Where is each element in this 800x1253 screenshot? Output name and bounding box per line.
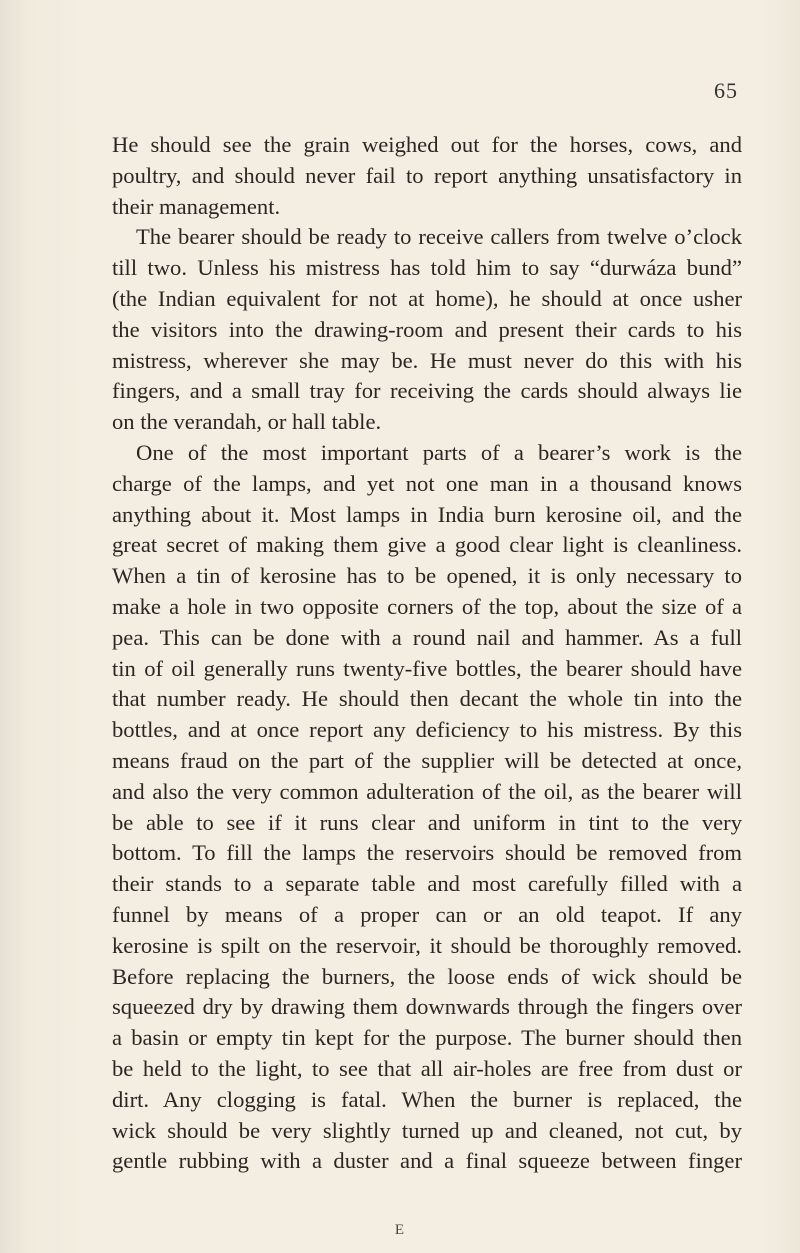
text-line: till two. Unless his mistress has told him to say “durwáza bund” [112, 255, 742, 281]
text-line: means fraud on the part of the supplier will be detected at once, [112, 747, 742, 773]
text-line: The bearer should be ready to receive callers from twelve o’clock [136, 224, 742, 250]
signature-mark: E [394, 1222, 406, 1238]
text-line: great secret of making them give a good clear light is cleanliness. [112, 532, 742, 558]
text-line: charge of the lamps, and yet not one man in a thousand knows [112, 470, 742, 496]
text-line: their management. [112, 193, 281, 219]
text-line: be held to the light, to see that all air-holes are free from dust or [112, 1055, 742, 1081]
text-line: tin of oil generally runs twenty-five bottles, the bearer should have [112, 655, 742, 681]
text-line: squeezed dry by drawing them downwards through the fingers over [112, 994, 742, 1020]
text-line: be able to see if it runs clear and uniform in tint to the very [112, 809, 742, 835]
paragraph-callers [112, 222, 742, 438]
text-line: and also the very common adulteration of the oil, as the bearer will [112, 778, 742, 804]
body-text [112, 130, 742, 1177]
text-line: He should see the grain weighed out for the horses, cows, and [112, 132, 742, 157]
text-line: gentle rubbing with a duster and a final squeeze between finger [112, 1148, 742, 1174]
text-line: dirt. Any clogging is fatal. When the burner is replaced, the [112, 1086, 742, 1112]
paragraph-grain [112, 130, 742, 222]
text-line: wick should be very slightly turned up and cleaned, not cut, by [112, 1117, 742, 1143]
text-line: When a tin of kerosine has to be opened, it is only necessary to [112, 563, 742, 589]
text-line: make a hole in two opposite corners of the top, about the size of a [112, 593, 742, 619]
text-line: anything about it. Most lamps in India burn kerosine oil, and the [112, 501, 742, 527]
text-line: poultry, and should never fail to report anything unsatisfactory in [112, 162, 742, 188]
paragraph-lamps [112, 438, 742, 1177]
text-line: bottles, and at once report any deficiency to his mistress. By this [112, 717, 742, 743]
text-line: bottom. To fill the lamps the reservoirs should be removed from [112, 840, 742, 866]
text-line: fingers, and a small tray for receiving the cards should always lie [112, 378, 742, 404]
text-line: Before replacing the burners, the loose ends of wick should be [112, 963, 742, 989]
text-line: a basin or empty tin kept for the purpose. The burner should then [112, 1025, 742, 1051]
text-line: One of the most important parts of a bearer’s work is the [136, 439, 742, 465]
text-line: that number ready. He should then decant the whole tin into the [112, 686, 742, 712]
text-line: funnel by means of a proper can or an old teapot. If any [112, 901, 742, 927]
text-line: the visitors into the drawing-room and present their cards to his [112, 316, 742, 342]
text-line: pea. This can be done with a round nail and hammer. As a full [112, 624, 742, 650]
text-line: on the verandah, or hall table. [112, 409, 382, 435]
page-number: 65 [714, 78, 738, 103]
text-line: mistress, wherever she may be. He must never do this with his [112, 347, 742, 373]
text-line: their stands to a separate table and most carefully filled with a [112, 871, 742, 897]
text-line: kerosine is spilt on the reservoir, it should be thoroughly removed. [112, 932, 742, 958]
text-line: (the Indian equivalent for not at home), he should at once usher [112, 285, 742, 311]
